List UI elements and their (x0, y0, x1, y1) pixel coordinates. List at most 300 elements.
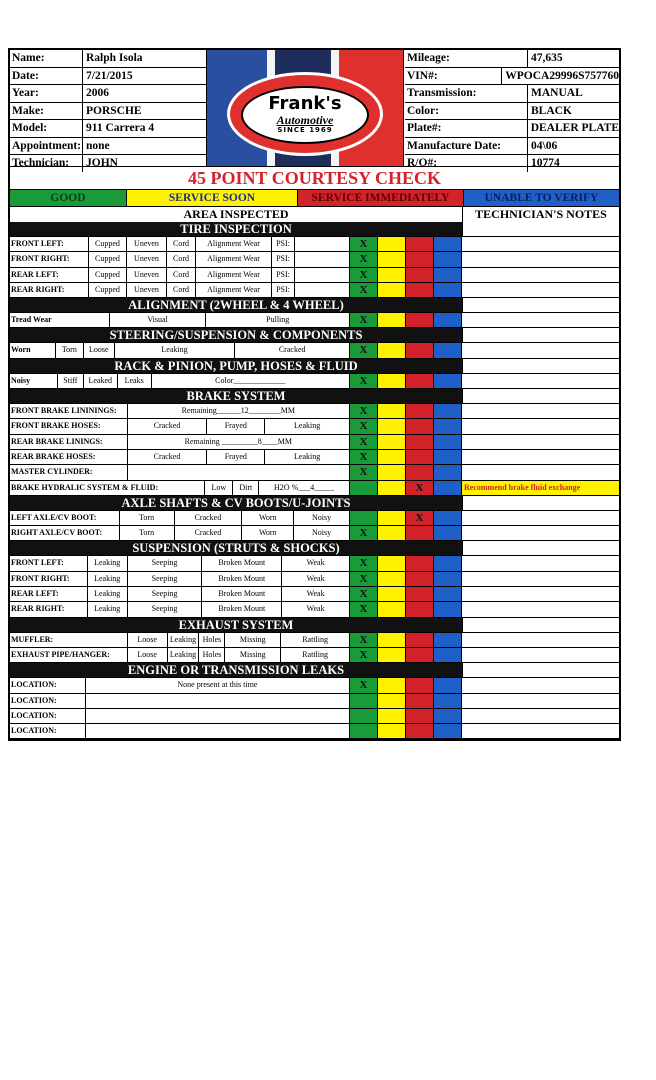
info-row (405, 138, 619, 156)
item-option[interactable]: Weak (306, 604, 325, 614)
status-immediately-cell[interactable]: X (406, 511, 434, 525)
status-unable-cell[interactable] (434, 374, 462, 388)
inspection-items (10, 602, 350, 616)
status-unable-cell[interactable] (434, 404, 462, 418)
status-good-cell[interactable]: X (350, 252, 378, 266)
status-immediately-cell[interactable] (406, 572, 434, 586)
inspection-items (10, 724, 350, 738)
section-header (10, 541, 619, 556)
item-label: LEFT AXLE/CV BOOT: (10, 511, 120, 525)
item-option[interactable]: Weak (306, 589, 325, 599)
status-unable-cell[interactable] (434, 633, 462, 647)
inspection-items (10, 343, 350, 357)
status-soon-cell[interactable] (378, 556, 406, 570)
section-header (10, 222, 619, 237)
status-immediately-cell[interactable] (406, 313, 434, 327)
status-unable-cell[interactable] (434, 678, 462, 692)
status-immediately-cell[interactable] (406, 724, 434, 738)
vehicle-info (405, 50, 619, 169)
section-notes-spacer (462, 389, 619, 404)
item-option[interactable]: Uneven (127, 283, 167, 297)
item-option[interactable]: Leaking (294, 421, 321, 431)
item-option[interactable]: Cord (167, 237, 196, 251)
status-soon-cell[interactable] (378, 404, 406, 418)
info-value: PORSCHE (86, 104, 142, 117)
status-good-cell[interactable]: X (350, 435, 378, 449)
info-label: Plate#: (405, 120, 528, 137)
status-soon-cell[interactable] (378, 283, 406, 297)
inspection-row (10, 572, 619, 587)
status-immediately-cell[interactable] (406, 404, 434, 418)
status-unable-cell[interactable] (434, 587, 462, 601)
status-soon-cell[interactable] (378, 587, 406, 601)
info-label: Appointment: (10, 138, 83, 155)
status-soon-cell[interactable] (378, 648, 406, 662)
area-inspected-heading: AREA INSPECTED (183, 207, 289, 221)
inspection-items (10, 511, 350, 525)
status-good-cell[interactable]: X (350, 419, 378, 433)
status-unable-cell[interactable] (434, 435, 462, 449)
logo-subtitle: Automotive (276, 113, 334, 127)
item-option[interactable]: Pulling (266, 315, 290, 325)
item-option[interactable]: Leaking (115, 343, 236, 357)
section-notes-spacer (462, 663, 619, 678)
section-title: BRAKE SYSTEM (10, 389, 462, 404)
status-soon-cell[interactable] (378, 450, 406, 464)
technician-note[interactable] (462, 343, 619, 357)
page-title: 45 POINT COURTESY CHECK (10, 167, 619, 190)
item-option[interactable]: Cracked (175, 511, 243, 525)
technician-note[interactable] (462, 633, 619, 647)
status-good-cell[interactable]: X (350, 313, 378, 327)
technician-note[interactable] (462, 511, 619, 525)
status-good-cell[interactable] (350, 724, 378, 738)
technician-note[interactable] (462, 648, 619, 662)
item-option[interactable]: Leaking (294, 451, 321, 461)
item-option[interactable]: Leaking (88, 602, 128, 616)
status-soon-cell[interactable] (378, 313, 406, 327)
inspection-row (10, 556, 619, 571)
section-title: EXHAUST SYSTEM (10, 618, 462, 633)
info-value: JOHN (86, 157, 118, 169)
section-notes-spacer (462, 618, 619, 633)
info-row (10, 50, 206, 68)
item-option[interactable]: Cracked (175, 526, 243, 540)
item-option[interactable]: Rattling (302, 649, 328, 659)
status-good-cell[interactable]: X (350, 633, 378, 647)
item-option[interactable]: Rattling (302, 634, 328, 644)
status-good-cell[interactable] (350, 694, 378, 708)
status-soon-cell[interactable] (378, 602, 406, 616)
status-good-cell[interactable] (350, 481, 378, 495)
inspection-items (10, 404, 350, 418)
item-option[interactable]: None present at this time (177, 680, 258, 690)
item-option[interactable]: Broken Mount (202, 602, 282, 616)
technician-note[interactable] (462, 237, 619, 251)
status-good-cell[interactable]: X (350, 283, 378, 297)
inspection-items (10, 526, 350, 540)
item-option[interactable]: Cord (167, 283, 196, 297)
item-option[interactable]: Cord (167, 252, 196, 266)
status-unable-cell[interactable] (434, 313, 462, 327)
status-immediately-cell[interactable] (406, 252, 434, 266)
status-soon-cell[interactable] (378, 237, 406, 251)
inspection-items (10, 435, 350, 449)
column-headers (10, 207, 619, 222)
info-row (405, 50, 619, 68)
status-soon-cell[interactable] (378, 419, 406, 433)
legend-service-soon: SERVICE SOON (127, 190, 298, 206)
legend-service-immediately: SERVICE IMMEDIATELY (298, 190, 464, 206)
info-value: BLACK (531, 104, 572, 117)
item-option[interactable]: Seeping (128, 602, 203, 616)
info-label: Manufacture Date: (405, 138, 528, 155)
status-good-cell[interactable]: X (350, 268, 378, 282)
item-label: BRAKE HYDRALIC SYSTEM & FLUID: (10, 481, 205, 495)
status-immediately-cell[interactable] (406, 602, 434, 616)
item-option[interactable] (86, 694, 349, 708)
info-value: Ralph Isola (86, 52, 143, 64)
status-soon-cell[interactable] (378, 435, 406, 449)
technician-note[interactable] (462, 587, 619, 601)
item-option[interactable]: Alignment Wear (196, 237, 272, 251)
status-unable-cell[interactable] (434, 419, 462, 433)
item-option[interactable]: Broken Mount (202, 556, 282, 570)
item-option[interactable] (86, 724, 349, 738)
technician-note[interactable] (462, 724, 619, 738)
status-immediately-cell[interactable] (406, 678, 434, 692)
status-soon-cell[interactable] (378, 252, 406, 266)
item-option[interactable]: Cupped (89, 252, 127, 266)
form-header (10, 50, 619, 167)
status-immediately-cell[interactable] (406, 343, 434, 357)
inspection-row (10, 268, 619, 283)
status-unable-cell[interactable] (434, 237, 462, 251)
inspection-row (10, 602, 619, 617)
status-immediately-cell[interactable] (406, 450, 434, 464)
status-good-cell[interactable]: X (350, 404, 378, 418)
status-good-cell[interactable] (350, 709, 378, 723)
item-option[interactable] (295, 237, 330, 251)
status-immediately-cell[interactable]: X (406, 481, 434, 495)
inspection-row (10, 526, 619, 541)
status-immediately-cell[interactable] (406, 465, 434, 479)
technician-notes-heading: TECHNICIAN'S NOTES (462, 207, 619, 222)
status-soon-cell[interactable] (378, 343, 406, 357)
status-immediately-cell[interactable] (406, 435, 434, 449)
item-option[interactable]: Missing (225, 633, 281, 647)
status-good-cell[interactable]: X (350, 678, 378, 692)
section-header (10, 359, 619, 374)
status-unable-cell[interactable] (434, 343, 462, 357)
status-unable-cell[interactable] (434, 465, 462, 479)
item-option[interactable]: Broken Mount (202, 572, 282, 586)
status-unable-cell[interactable] (434, 724, 462, 738)
status-good-cell[interactable] (350, 511, 378, 525)
info-value: 7/21/2015 (86, 69, 133, 82)
item-option[interactable]: Uneven (127, 252, 167, 266)
status-immediately-cell[interactable] (406, 587, 434, 601)
status-immediately-cell[interactable] (406, 556, 434, 570)
item-option[interactable]: Loose (128, 648, 168, 662)
technician-note[interactable] (462, 465, 619, 479)
status-immediately-cell[interactable] (406, 648, 434, 662)
status-good-cell[interactable]: X (350, 587, 378, 601)
inspection-row (10, 633, 619, 648)
status-unable-cell[interactable] (434, 481, 462, 495)
item-option[interactable]: Noisy (312, 528, 332, 538)
status-good-cell[interactable]: X (350, 343, 378, 357)
info-label: Transmission: (405, 85, 528, 102)
item-option[interactable]: Noisy (312, 512, 332, 522)
technician-note[interactable] (462, 435, 619, 449)
status-good-cell[interactable]: X (350, 556, 378, 570)
item-option[interactable]: Uneven (127, 237, 167, 251)
item-option[interactable]: Torn (120, 511, 175, 525)
technician-note[interactable] (462, 572, 619, 586)
technician-note[interactable] (462, 419, 619, 433)
status-soon-cell[interactable] (378, 694, 406, 708)
item-label: RIGHT AXLE/CV BOOT: (10, 526, 120, 540)
status-immediately-cell[interactable] (406, 633, 434, 647)
item-option[interactable]: Weak (306, 558, 325, 568)
item-option[interactable]: Leaking (88, 556, 128, 570)
section-notes-spacer (462, 541, 619, 556)
technician-note[interactable] (462, 678, 619, 692)
status-soon-cell[interactable] (378, 465, 406, 479)
inspection-items (10, 283, 350, 297)
inspection-row (10, 678, 619, 693)
item-option[interactable]: Torn (56, 343, 84, 357)
status-unable-cell[interactable] (434, 572, 462, 586)
status-unable-cell[interactable] (434, 602, 462, 616)
technician-note[interactable] (462, 268, 619, 282)
item-option[interactable]: Weak (306, 573, 325, 583)
technician-note[interactable]: Recommend brake fluid exchange (462, 481, 619, 495)
inspection-items (10, 268, 350, 282)
item-option[interactable]: Alignment Wear (196, 283, 272, 297)
technician-note[interactable] (462, 694, 619, 708)
status-soon-cell[interactable] (378, 572, 406, 586)
item-option[interactable]: Low (205, 481, 233, 495)
status-unable-cell[interactable] (434, 648, 462, 662)
item-option[interactable]: Torn (120, 526, 175, 540)
item-option[interactable]: Leaking (88, 587, 128, 601)
technician-note[interactable] (462, 252, 619, 266)
item-option[interactable]: PSI: (272, 283, 295, 297)
inspection-items (10, 648, 350, 662)
info-value: MANUAL (531, 87, 583, 99)
item-option[interactable]: PSI: (272, 268, 295, 282)
status-soon-cell[interactable] (378, 481, 406, 495)
item-option[interactable]: Alignment Wear (196, 268, 272, 282)
item-label: REAR RIGHT: (10, 602, 88, 616)
status-good-cell[interactable]: X (350, 374, 378, 388)
legend-good: GOOD (10, 190, 127, 206)
status-immediately-cell[interactable] (406, 526, 434, 540)
item-option[interactable]: Dirt (233, 481, 259, 495)
status-unable-cell[interactable] (434, 268, 462, 282)
status-soon-cell[interactable] (378, 709, 406, 723)
status-immediately-cell[interactable] (406, 419, 434, 433)
status-good-cell[interactable]: X (350, 450, 378, 464)
status-good-cell[interactable]: X (350, 465, 378, 479)
customer-info (10, 50, 206, 169)
item-option[interactable]: Cupped (89, 283, 127, 297)
info-label: VIN#: (405, 68, 502, 85)
item-option[interactable]: Leaking (168, 633, 200, 647)
status-good-cell[interactable]: X (350, 572, 378, 586)
inspection-items (10, 694, 350, 708)
info-label: Model: (10, 120, 83, 137)
section-notes-spacer (462, 328, 619, 343)
technician-note[interactable] (462, 283, 619, 297)
item-option[interactable]: Loose (84, 343, 115, 357)
item-option[interactable]: Color_____________ (215, 375, 286, 385)
item-option[interactable]: Leaking (88, 572, 128, 586)
item-option[interactable]: PSI: (272, 252, 295, 266)
inspection-items (10, 465, 350, 479)
item-option[interactable]: Leaks (118, 374, 152, 388)
item-option[interactable]: Remaining _________8____MM (184, 436, 292, 446)
section-notes-spacer (462, 298, 619, 313)
inspection-row (10, 343, 619, 358)
status-unable-cell[interactable] (434, 252, 462, 266)
item-option[interactable]: Cracked (128, 450, 208, 464)
status-soon-cell[interactable] (378, 511, 406, 525)
info-value: none (86, 139, 110, 152)
technician-note[interactable] (462, 374, 619, 388)
status-good-cell[interactable]: X (350, 526, 378, 540)
status-unable-cell[interactable] (434, 450, 462, 464)
item-option[interactable]: PSI: (272, 237, 295, 251)
status-good-cell[interactable]: X (350, 237, 378, 251)
item-option[interactable]: Seeping (128, 587, 203, 601)
item-option[interactable]: Cracked (278, 345, 306, 355)
item-option[interactable]: Cord (167, 268, 196, 282)
info-row (405, 120, 619, 138)
inspection-items (10, 572, 350, 586)
status-immediately-cell[interactable] (406, 268, 434, 282)
technician-note[interactable] (462, 526, 619, 540)
status-immediately-cell[interactable] (406, 283, 434, 297)
item-label: FRONT RIGHT: (10, 252, 89, 266)
item-option[interactable] (295, 268, 330, 282)
info-value: 911 Carrera 4 (86, 122, 155, 134)
status-unable-cell[interactable] (434, 709, 462, 723)
status-unable-cell[interactable] (434, 556, 462, 570)
info-row (405, 68, 619, 86)
item-option[interactable]: Frayed (207, 419, 265, 433)
item-option[interactable]: H2O %___4_____ (274, 482, 335, 492)
inspection-row (10, 374, 619, 389)
status-soon-cell[interactable] (378, 724, 406, 738)
technician-note[interactable] (462, 404, 619, 418)
item-option[interactable] (86, 709, 349, 723)
info-row (10, 120, 206, 138)
item-option[interactable]: Worn (242, 511, 294, 525)
item-option[interactable]: Broken Mount (202, 587, 282, 601)
item-option[interactable]: Missing (225, 648, 281, 662)
status-unable-cell[interactable] (434, 694, 462, 708)
technician-note[interactable] (462, 602, 619, 616)
status-good-cell[interactable]: X (350, 648, 378, 662)
status-immediately-cell[interactable] (406, 709, 434, 723)
info-value: 2006 (86, 87, 109, 99)
inspection-row (10, 252, 619, 267)
inspection-items (10, 252, 350, 266)
status-good-cell[interactable]: X (350, 602, 378, 616)
item-option[interactable]: Holes (199, 648, 225, 662)
technician-note[interactable] (462, 313, 619, 327)
item-option[interactable]: Cracked (128, 419, 208, 433)
item-label: FRONT LEFT: (10, 237, 89, 251)
status-soon-cell[interactable] (378, 268, 406, 282)
item-option[interactable]: Alignment Wear (196, 252, 272, 266)
item-label: FRONT BRAKE LINININGS: (10, 404, 128, 418)
item-label: FRONT RIGHT: (10, 572, 88, 586)
item-option[interactable]: Worn (242, 526, 294, 540)
status-immediately-cell[interactable] (406, 374, 434, 388)
item-option[interactable]: Seeping (128, 572, 203, 586)
item-label: MUFFLER: (10, 633, 128, 647)
item-option[interactable]: Uneven (127, 268, 167, 282)
status-soon-cell[interactable] (378, 374, 406, 388)
status-soon-cell[interactable] (378, 678, 406, 692)
item-option[interactable]: Holes (199, 633, 225, 647)
item-option[interactable]: Loose (128, 633, 168, 647)
status-soon-cell[interactable] (378, 633, 406, 647)
info-row (10, 138, 206, 156)
legend-unable-to-verify: UNABLE TO VERIFY (464, 190, 619, 206)
item-option[interactable]: Remaining______12________MM (181, 406, 295, 416)
item-option[interactable] (295, 283, 330, 297)
inspection-items (10, 450, 350, 464)
item-option[interactable]: Cupped (89, 268, 127, 282)
inspection-row (10, 481, 619, 496)
section-header (10, 298, 619, 313)
inspection-row (10, 283, 619, 298)
item-option[interactable]: Frayed (207, 450, 265, 464)
technician-note[interactable] (462, 556, 619, 570)
technician-note[interactable] (462, 450, 619, 464)
item-label: Tread Wear (10, 313, 110, 327)
status-unable-cell[interactable] (434, 526, 462, 540)
section-title: SUSPENSION (STRUTS & SHOCKS) (10, 541, 462, 556)
section-notes-spacer (462, 359, 619, 374)
info-row (10, 68, 206, 86)
inspection-row (10, 587, 619, 602)
logo-name: Frank's (268, 93, 342, 114)
item-option[interactable] (128, 465, 349, 479)
inspection-row (10, 511, 619, 526)
item-option[interactable]: Cupped (89, 237, 127, 251)
status-immediately-cell[interactable] (406, 694, 434, 708)
item-option[interactable]: Stiff (58, 374, 84, 388)
technician-note[interactable] (462, 709, 619, 723)
item-label: LOCATION: (10, 678, 86, 692)
status-unable-cell[interactable] (434, 511, 462, 525)
item-option[interactable]: Seeping (128, 556, 203, 570)
item-option[interactable] (295, 252, 330, 266)
item-option[interactable]: Leaking (168, 648, 200, 662)
item-option[interactable]: Leaked (84, 374, 118, 388)
item-label: Worn (10, 343, 56, 357)
status-soon-cell[interactable] (378, 526, 406, 540)
status-immediately-cell[interactable] (406, 237, 434, 251)
item-option[interactable]: Visual (110, 313, 207, 327)
status-unable-cell[interactable] (434, 283, 462, 297)
